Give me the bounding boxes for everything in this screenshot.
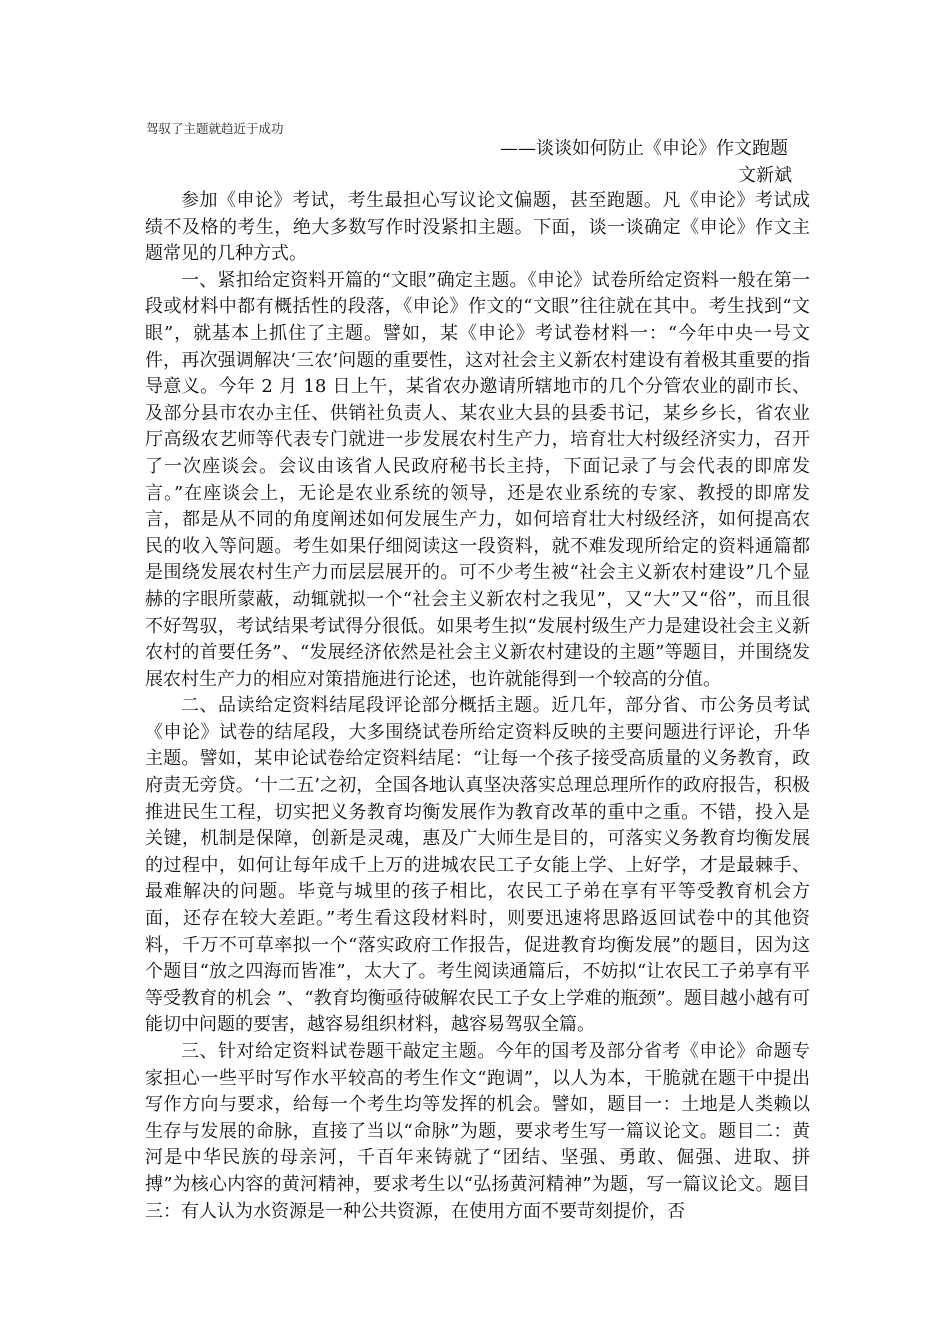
article-body bbox=[145, 188, 810, 1225]
author-name: 文新斌 bbox=[738, 165, 792, 186]
section-one-paragraph: 一、紧扣给定资料开篇的“文眼”确定主题。《申论》试卷所给定资料一般在第一段或材料中都有概括性的段落，《申论》作文的“文眼”往往就在其中。考生找到“文眼”，就基本上抓住了主题。譬如，某《申论》考试卷材料一：“今年中央一号文件，再次强调解决‘三农’问题的重要性，这对社会主义新农村建设有着极其重要的指导意义。今年 2 月 18 日上午，某省农办邀请所辖地市的几个分管农业的副市长、及部分县市农办主任、供销社负责人、某农业大县的县委书记，某乡乡长，省农业厅高级农艺师等代表专门就进一步发展农村生产力，培育壮大村级经济实力，召开了一次座谈会。会议由该省人民政府秘书长主持，下面记录了与会代表的即席发言。”在座谈会上，无论是农业系统的领导，还是农业系统的专家、教授的即席发言，都是从不同的角度阐述如何发展生产力，如何培育壮大村级经济，如何提高农民的收入等问题。考生如果仔细阅读这一段资料，就不难发现所给定的资料通篇都是围绕发展农村生产力而层层展开的。可不少考生被“社会主义新农村建设”几个显赫的字眼所蒙蔽，动辄就拟一个“社会主义新农村之我见”，又“大”又“俗”，而且很不好驾驭，考试结果考试得分很低。如果考生拟“发展村级生产力是建设社会主义新农村的首要任务”、“发展经济依然是社会主义新农村建设的主题”等题目，并围绕发展农村生产力的相应对策措施进行论述，也许就能得到一个较高的分值。 bbox=[145, 269, 810, 690]
document-short-title: 驾驭了主题就趋近于成功 bbox=[146, 121, 284, 136]
intro-paragraph: 参加《申论》考试，考生最担心写议论文偏题，甚至跑题。凡《申论》考试成绩不及格的考生，绝大多数写作时没紧扣主题。下面，谈一谈确定《申论》作文主题常见的几种方式。 bbox=[145, 190, 810, 265]
section-three-paragraph: 三、针对给定资料试卷题干敲定主题。今年的国考及部分省考《申论》命题专家担心一些平时写作水平较高的考生作文“跑调”，以人为本，干脆就在题干中提出写作方向与要求，给每一个考生均等发挥的机会。譬如，题目一：土地是人类赖以生存与发展的命脉，直接了当以“命脉”为题，要求考生写一篇议论文。题目二：黄河是中华民族的母亲河，千百年来铸就了“团结、坚强、勇敢、倔强、进取、拼搏”为核心内容的黄河精神，要求考生以“弘扬黄河精神”为题，写一篇议论文。题目三：有人认为水资源是一种公共资源，在使用方面不要苛刻提价，否 bbox=[145, 1041, 810, 1222]
section-two-paragraph: 二、品读给定资料结尾段评论部分概括主题。近几年，部分省、市公务员考试《申论》试卷的结尾段，大多围绕试卷所给定资料反映的主要问题进行评论，升华主题。譬如，某申论试卷给定资料结尾：“让每一个孩子接受高质量的义务教育，政府责无旁贷。‘十二五’之初，全国各地认真坚决落实总理总理所作的政府报告，积极推进民生工程，切实把义务教育均衡发展作为教育改革的重中之重。不错，投入是关键，机制是保障，创新是灵魂，惠及广大师生是目的，可落实义务教育均衡发展的过程中，如何让每年成千上万的进城农民工子女能上学、上好学，才是最棘手、最难解决的问题。毕竟与城里的孩子相比，农民工子弟在享有平等受教育机会方面，还存在较大差距。”考生看这段材料时，则要迅速将思路返回试卷中的其他资料，千万不可草率拟一个“落实政府工作报告，促进教育均衡发展”的题目，因为这个题目“放之四海而皆准”，太大了。考生阅读通篇后，不妨拟“让农民工子弟享有平等受教育的机会 ”、“教育均衡亟待破解农民工子女上学难的瓶颈”。题目越小越有可能切中问题的要害，越容易组织材料，越容易驾驭全篇。 bbox=[145, 695, 810, 1036]
document-subtitle: ——谈谈如何防止《申论》作文跑题 bbox=[500, 138, 788, 159]
